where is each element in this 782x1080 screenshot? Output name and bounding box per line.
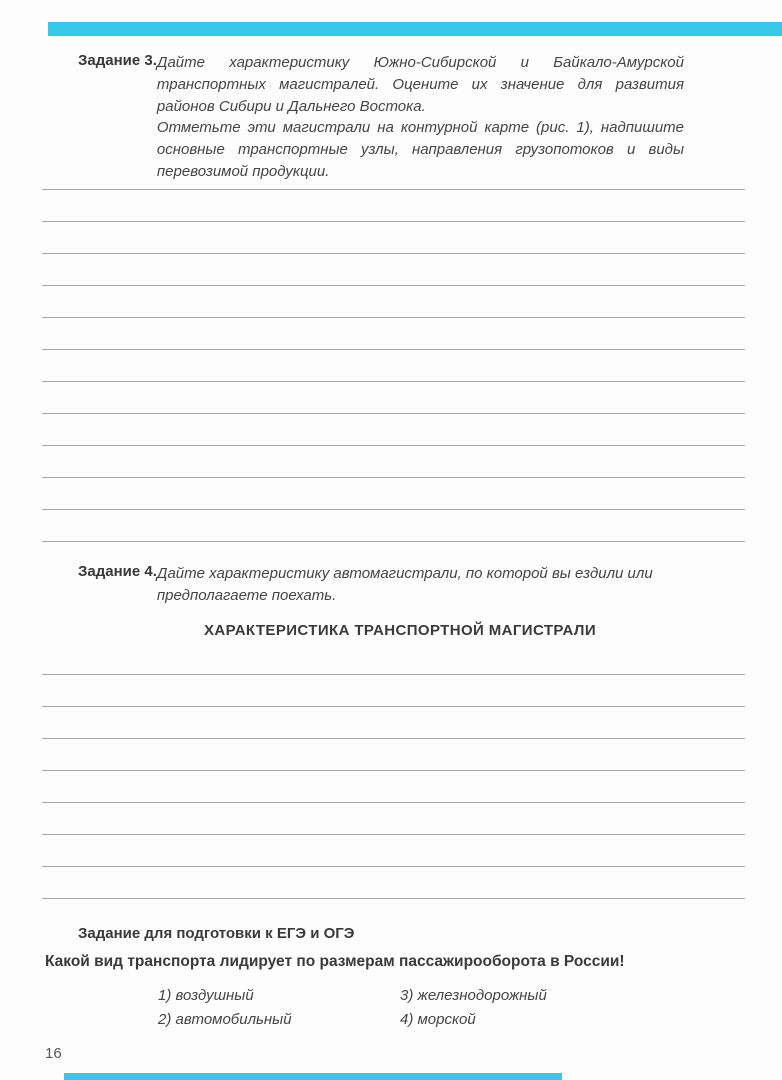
answer-option-4[interactable]: 4) морской (400, 1011, 476, 1028)
exam-prep-title: Задание для подготовки к ЕГЭ и ОГЭ (78, 925, 355, 942)
task3-paragraph-1: Дайте характеристику Южно-Сибирской и Байкало-Амурской транспортных магистралей. Оцените их значение для развития районов Сибири и Дальнего Востока. (156, 54, 684, 115)
task4-paragraph-1: Дайте характеристику автомагистрали, по которой вы ездили или предполагаете поехать. (156, 565, 653, 604)
writing-line[interactable] (42, 382, 745, 414)
answer-option-2[interactable]: 2) автомобильный (158, 1011, 292, 1028)
exam-question: Какой вид транспорта лидирует по размерам пассажирооборота в России! (45, 953, 625, 970)
writing-line[interactable] (42, 350, 745, 382)
task3-writing-lines (42, 158, 745, 542)
task4-writing-lines (42, 643, 745, 899)
page-number: 16 (45, 1045, 62, 1062)
writing-line[interactable] (42, 739, 745, 771)
writing-line[interactable] (42, 835, 745, 867)
writing-line[interactable] (42, 643, 745, 675)
writing-line[interactable] (42, 867, 745, 899)
writing-line[interactable] (42, 286, 745, 318)
writing-line[interactable] (42, 478, 745, 510)
task3-label: Задание 3. (78, 52, 157, 69)
writing-line[interactable] (42, 510, 745, 542)
table-heading: ХАРАКТЕРИСТИКА ТРАНСПОРТНОЙ МАГИСТРАЛИ (203, 622, 597, 639)
writing-line[interactable] (42, 222, 745, 254)
writing-line[interactable] (42, 254, 745, 286)
writing-line[interactable] (42, 446, 745, 478)
writing-line[interactable] (42, 158, 745, 190)
writing-line[interactable] (42, 414, 745, 446)
task4-block (78, 563, 678, 607)
task3-paragraph-2: Отметьте эти магистрали на контурной карте (рис. 1), надпишите основные транспортные узлы, направления грузопотоков и виды перевозимой продукции. (156, 119, 684, 180)
answer-option-1[interactable]: 1) воздушный (158, 987, 254, 1004)
writing-line[interactable] (42, 318, 745, 350)
answer-options (158, 987, 638, 1035)
writing-line[interactable] (42, 771, 745, 803)
writing-line[interactable] (42, 803, 745, 835)
writing-line[interactable] (42, 190, 745, 222)
answer-option-3[interactable]: 3) железнодорожный (400, 987, 547, 1004)
task4-text (157, 563, 678, 607)
writing-line[interactable] (42, 707, 745, 739)
writing-line[interactable] (42, 675, 745, 707)
top-accent-bar (48, 22, 782, 36)
task4-label: Задание 4. (78, 563, 157, 580)
bottom-accent-bar (64, 1073, 562, 1080)
